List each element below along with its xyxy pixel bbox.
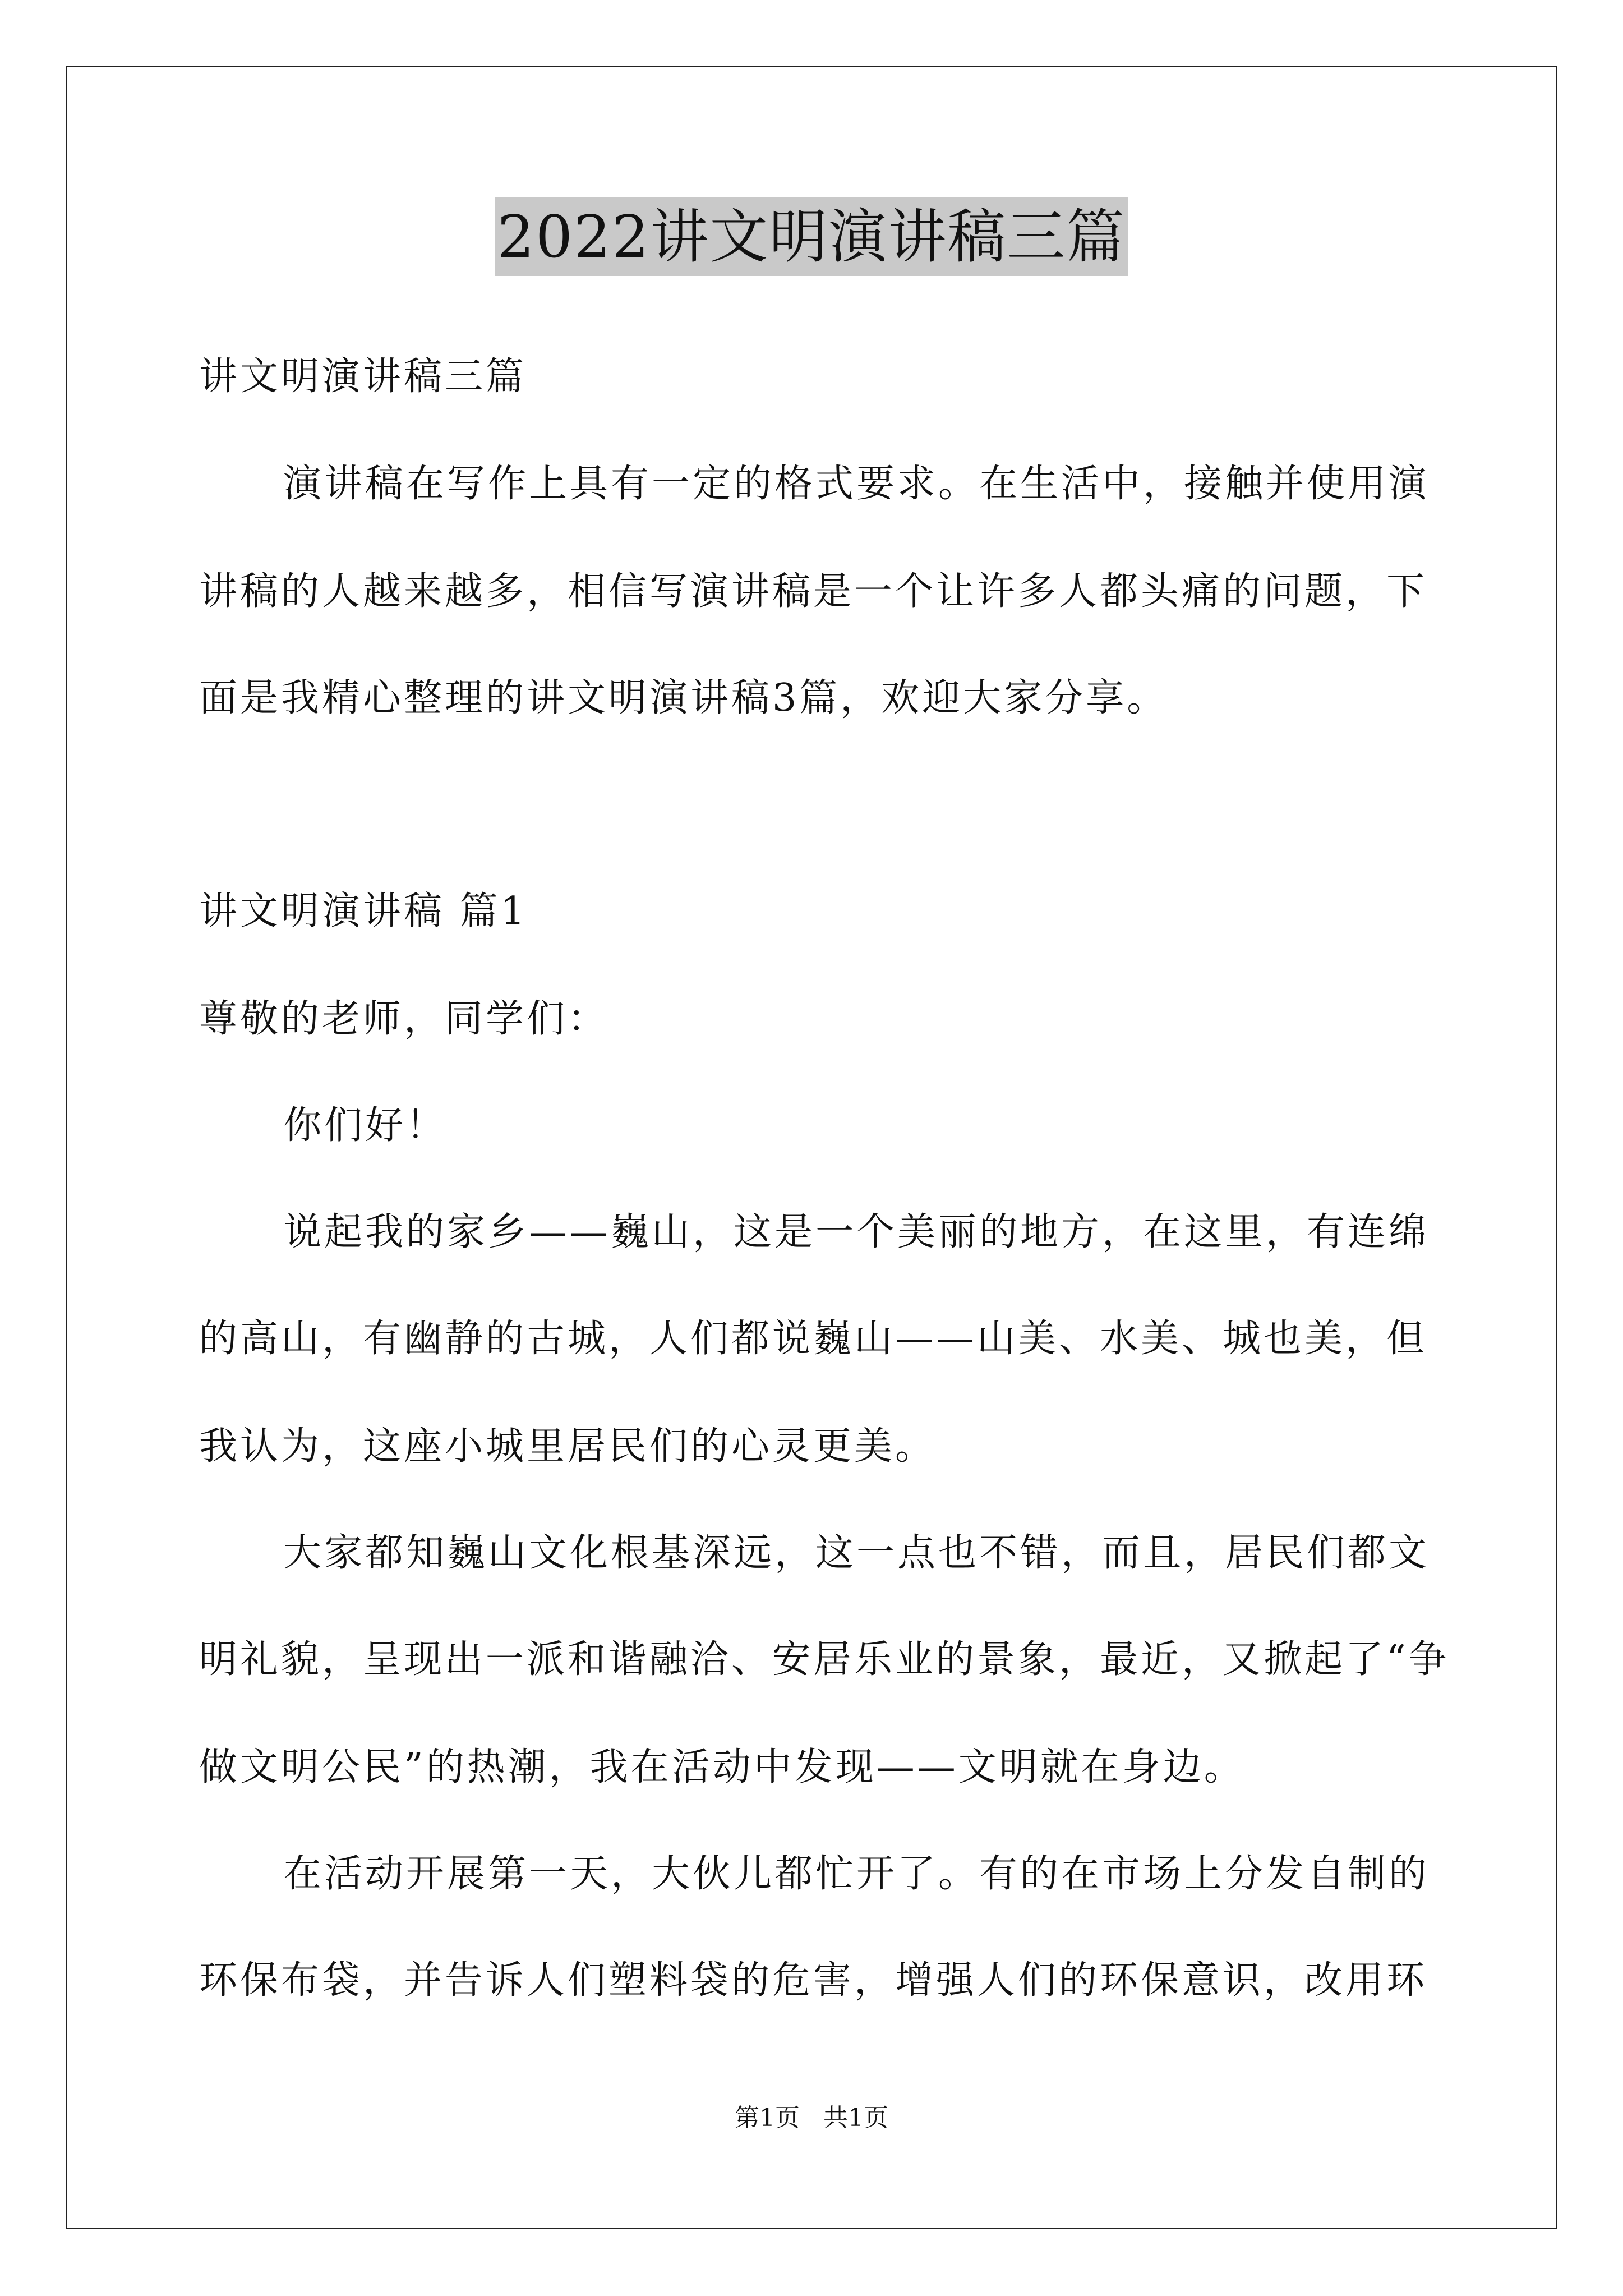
title-container: [0, 197, 1623, 276]
paragraph-line: 讲稿的人越来越多，相信写演讲稿是一个让许多人都头痛的问题，下: [199, 569, 1428, 614]
paragraph-line: 说起我的家乡——巍山，这是一个美丽的地方，在这里，有连绵: [283, 1210, 1430, 1254]
page-footer: 第1页 共1页: [735, 2104, 888, 2132]
paragraph-line: 大家都知巍山文化根基深远，这一点也不错，而且，居民们都文: [283, 1531, 1430, 1575]
paragraph-line: 我认为，这座小城里居民们的心灵更美。: [199, 1424, 937, 1469]
paragraph-line: 的高山，有幽静的古城，人们都说巍山——山美、水美、城也美，但: [199, 1317, 1428, 1361]
paragraph-line: 做文明公民”的热潮，我在活动中发现——文明就在身边。: [199, 1745, 1245, 1789]
paragraph-line: 面是我精心整理的讲文明演讲稿3篇，欢迎大家分享。: [199, 676, 1168, 720]
section-heading: 讲文明演讲稿 篇1: [199, 889, 528, 933]
paragraph-line: 环保布袋，并告诉人们塑料袋的危害，增强人们的环保意识，改用环: [199, 1958, 1428, 2003]
document-title: 2022讲文明演讲稿三篇: [495, 197, 1128, 276]
greeting-line: 你们好！: [283, 1103, 448, 1148]
salutation-line: 尊敬的老师，同学们：: [199, 997, 609, 1041]
paragraph-line: 明礼貌，呈现出一派和谐融洽、安居乐业的景象，最近，又掀起了“争: [199, 1637, 1450, 1682]
paragraph-line: 在活动开展第一天，大伙儿都忙开了。有的在市场上分发自制的: [283, 1852, 1430, 1896]
paragraph-line: 演讲稿在写作上具有一定的格式要求。在生活中，接触并使用演: [283, 462, 1430, 506]
subtitle-line: 讲文明演讲稿三篇: [199, 355, 527, 399]
